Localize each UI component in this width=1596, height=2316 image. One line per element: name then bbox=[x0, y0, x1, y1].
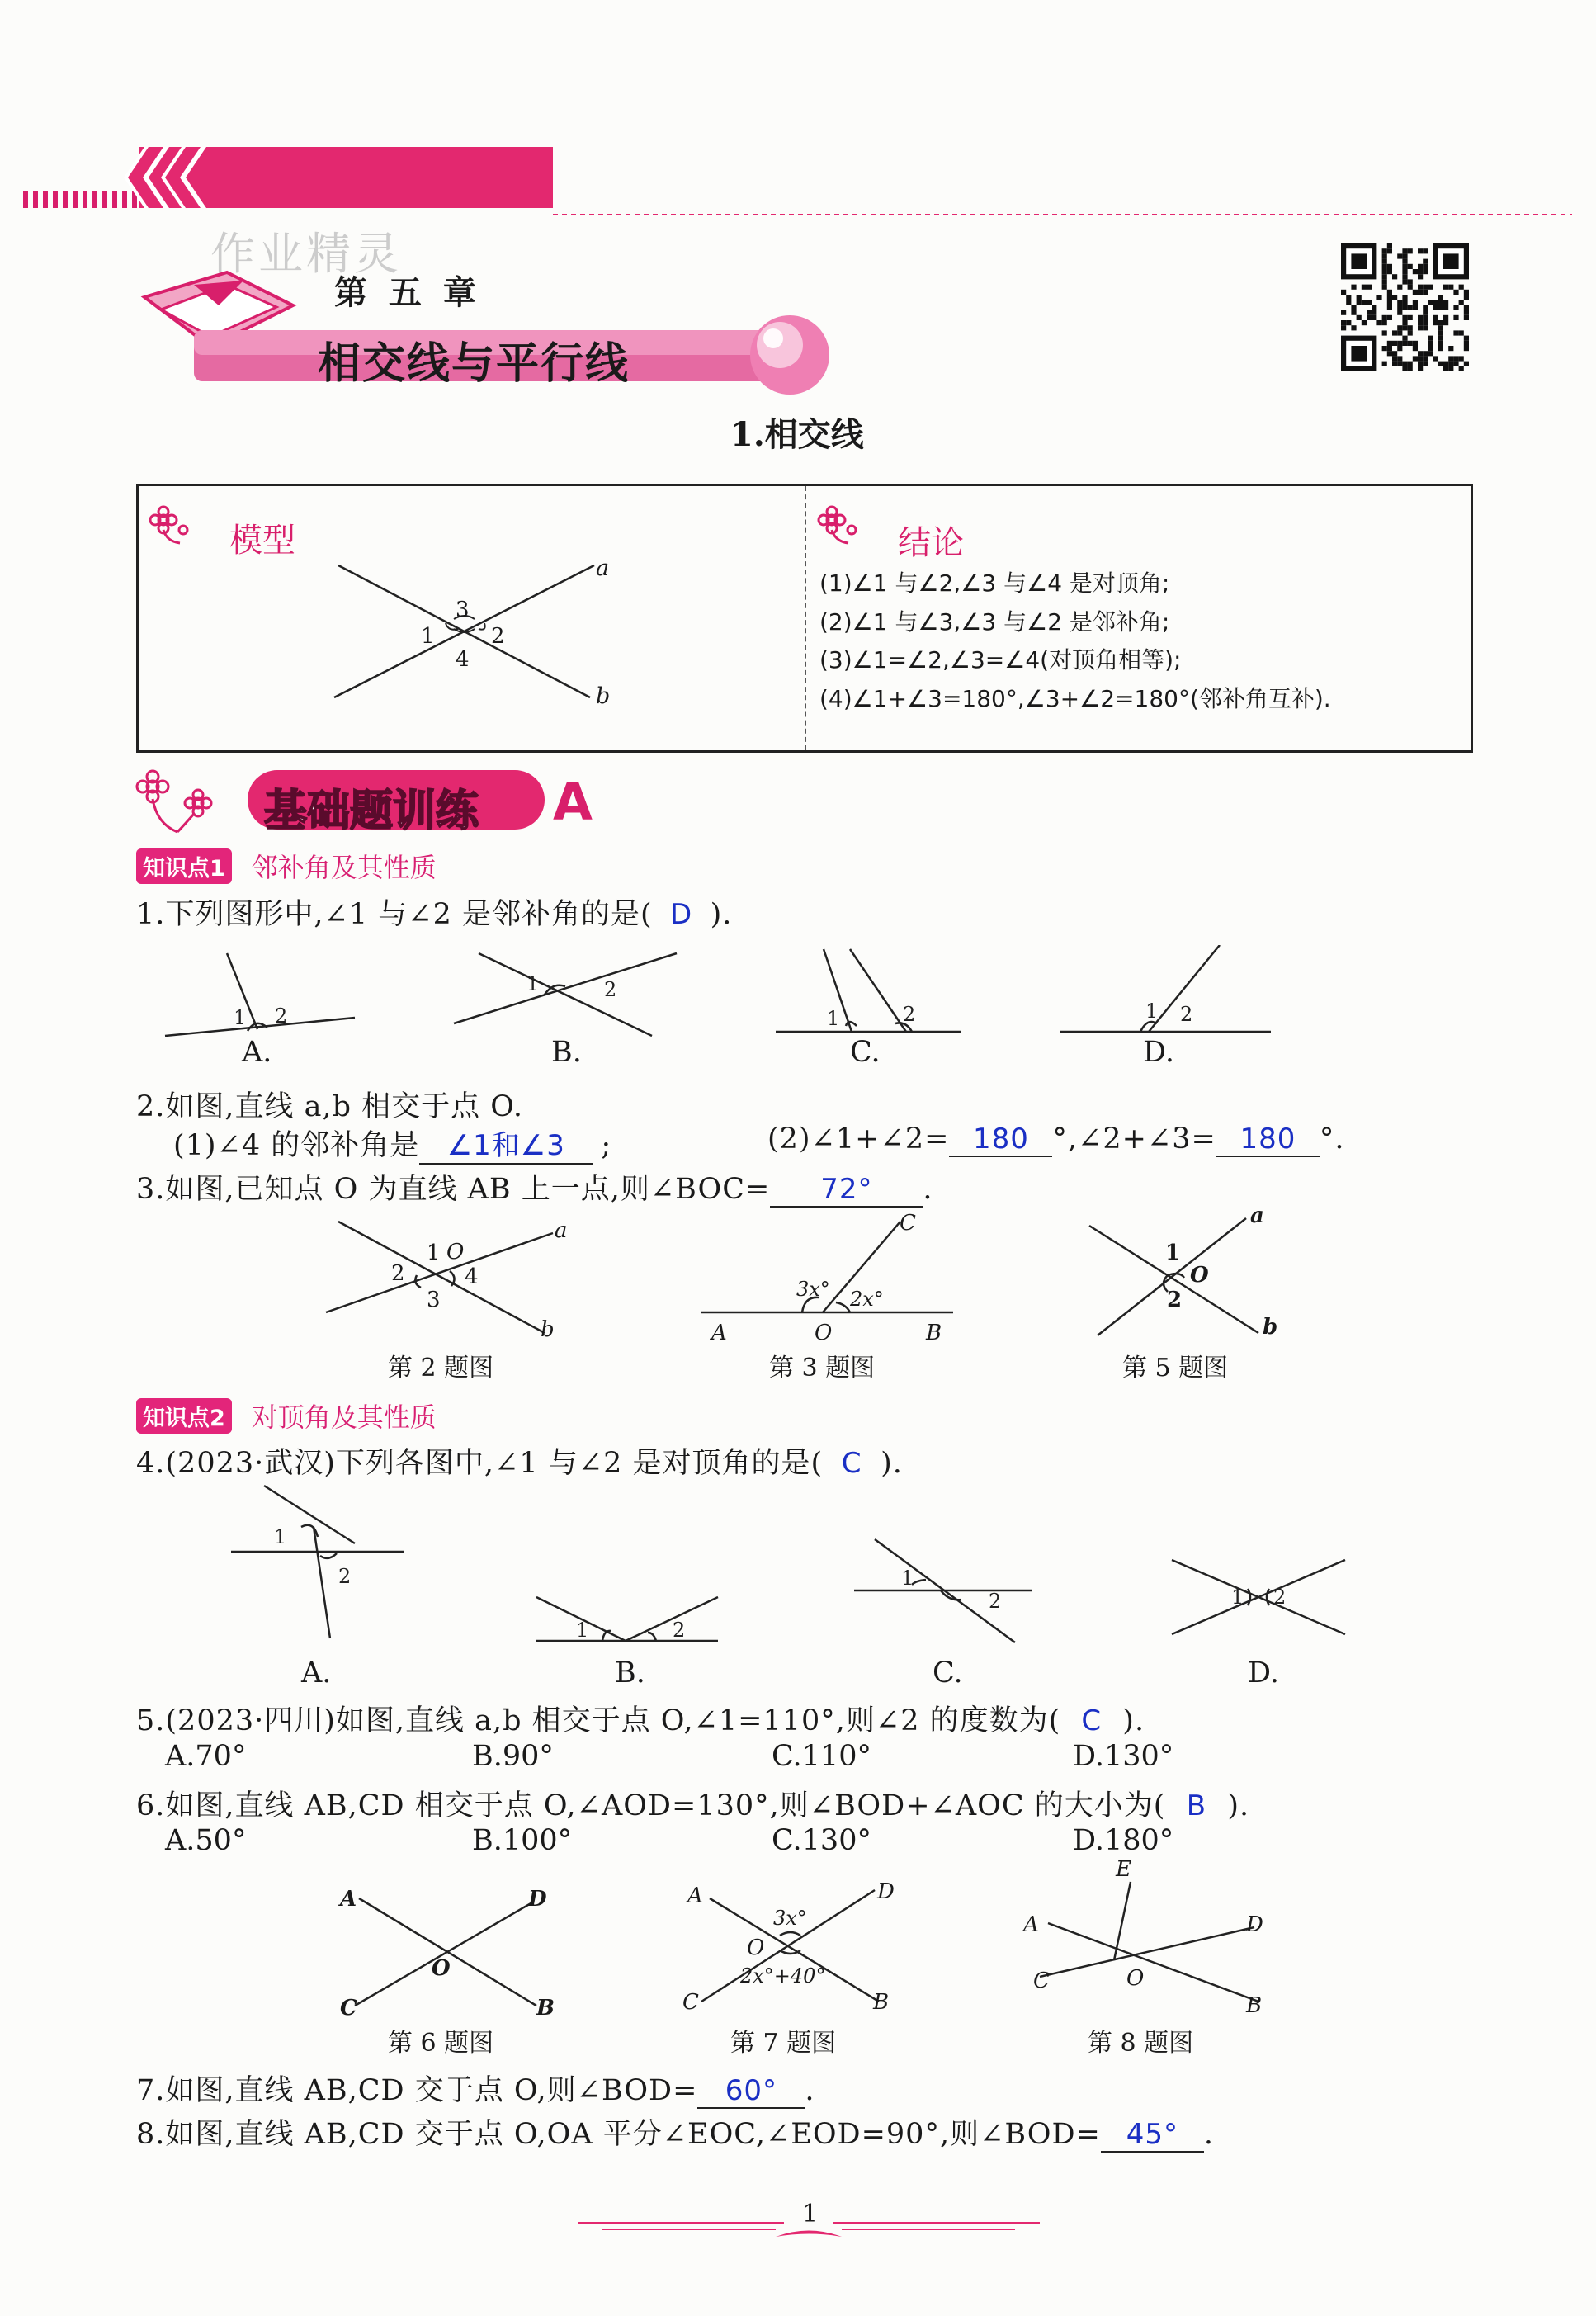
q5-option-d[interactable]: D.130° bbox=[1073, 1740, 1174, 1773]
kp1-title: 邻补角及其性质 bbox=[251, 852, 437, 883]
q4-text: 4.(2023·武汉)下列各图中,∠1 与∠2 是对顶角的是( bbox=[136, 1447, 824, 1480]
training-title: 基础题训练 bbox=[264, 787, 479, 836]
question-7 bbox=[136, 2068, 815, 2109]
svg-text:2: 2 bbox=[1180, 1003, 1193, 1026]
conclusion-2: (2)∠1 与∠3,∠3 与∠2 是邻补角; bbox=[819, 608, 1170, 636]
model-label-2: 2 bbox=[491, 624, 505, 649]
question-2: 2.如图,直线 a,b 相交于点 O. bbox=[136, 1090, 524, 1123]
q8-answer[interactable]: 45° bbox=[1101, 2118, 1204, 2153]
fig-caption-8: 第 8 题图 bbox=[1088, 2029, 1194, 2058]
f6-label-B: B bbox=[536, 1996, 555, 2021]
conclusion-title: 结论 bbox=[898, 524, 964, 562]
conclusion-1: (1)∠1 与∠2,∠3 与∠4 是对顶角; bbox=[819, 570, 1170, 597]
q7-suffix: . bbox=[805, 2074, 815, 2107]
flower-icon bbox=[817, 505, 866, 546]
fig-caption-7: 第 7 题图 bbox=[730, 2029, 837, 2058]
q1-text: 1.下列图形中,∠1 与∠2 是邻补角的是( bbox=[136, 898, 653, 931]
section-title: 1.相交线 bbox=[730, 415, 864, 454]
svg-text:1: 1 bbox=[827, 1007, 840, 1030]
f7-label-2x: 2x°+40° bbox=[740, 1964, 826, 1988]
f5-label-2: 2 bbox=[1167, 1288, 1183, 1312]
f3-label-A: A bbox=[711, 1321, 727, 1345]
q6-option-b[interactable]: B.100° bbox=[472, 1824, 573, 1857]
header-banner bbox=[0, 132, 1596, 215]
question-6 bbox=[136, 1783, 1249, 1824]
f8-label-C: C bbox=[1033, 1969, 1050, 1993]
q2-p2-answer-2[interactable]: 180 bbox=[1216, 1123, 1320, 1157]
q4-figures bbox=[223, 1477, 1362, 1651]
fig-caption-5: 第 5 题图 bbox=[1122, 1354, 1229, 1383]
svg-text:2: 2 bbox=[673, 1619, 686, 1642]
watermark: 作业精灵 bbox=[210, 228, 402, 280]
figures-row-2 bbox=[330, 1869, 1320, 2026]
conclusion-4: (4)∠1+∠3=180°,∠3+∠2=180°(邻补角互补). bbox=[819, 685, 1331, 712]
svg-text:2: 2 bbox=[989, 1590, 1002, 1613]
q6-answer: B bbox=[1186, 1789, 1207, 1822]
q7-answer[interactable]: 60° bbox=[697, 2074, 805, 2109]
question-2-part-1 bbox=[173, 1123, 611, 1165]
f6-label-O: O bbox=[432, 1956, 451, 1981]
fig-caption-6: 第 6 题图 bbox=[388, 2029, 494, 2058]
f6-label-C: C bbox=[340, 1996, 357, 2021]
q6-text: 6.如图,直线 AB,CD 相交于点 O,∠AOD=130°,则∠BOD+∠AOC 的大小为( bbox=[136, 1789, 1166, 1822]
q5-close: ). bbox=[1122, 1704, 1145, 1737]
kp2-title: 对顶角及其性质 bbox=[251, 1401, 437, 1433]
f2-label-1: 1 bbox=[427, 1241, 441, 1265]
question-3 bbox=[136, 1166, 933, 1208]
f8-label-B: B bbox=[1246, 1993, 1263, 2018]
f2-label-O: O bbox=[446, 1240, 465, 1264]
f7-label-C: C bbox=[682, 1990, 699, 2015]
model-label-a: a bbox=[596, 555, 610, 581]
f3-label-O: O bbox=[815, 1321, 833, 1345]
question-4 bbox=[136, 1440, 903, 1482]
model-title: 模型 bbox=[229, 522, 295, 560]
q5-option-b[interactable]: B.90° bbox=[472, 1740, 554, 1773]
f8-label-D: D bbox=[1246, 1912, 1263, 1937]
q1-option-d[interactable]: D. bbox=[1143, 1036, 1174, 1069]
q2-p1-prefix: (1)∠4 的邻补角是 bbox=[173, 1129, 420, 1162]
q1-close: ). bbox=[710, 898, 733, 931]
q4-option-d[interactable]: D. bbox=[1248, 1657, 1279, 1690]
conclusion-3: (3)∠1=∠2,∠3=∠4(对顶角相等); bbox=[819, 646, 1182, 674]
q4-option-c[interactable]: C. bbox=[933, 1657, 963, 1690]
chapter-label: 第 五 章 bbox=[334, 273, 481, 312]
model-figure bbox=[326, 553, 640, 710]
page-number: 1 bbox=[802, 2200, 819, 2229]
f7-label-B: B bbox=[873, 1990, 890, 2015]
q2-p1-answer[interactable]: ∠1和∠3 bbox=[419, 1123, 593, 1165]
svg-text:1: 1 bbox=[234, 1006, 247, 1029]
summary-divider bbox=[805, 486, 806, 750]
f5-label-1: 1 bbox=[1165, 1241, 1181, 1265]
q5-option-c[interactable]: C.110° bbox=[772, 1740, 871, 1773]
svg-text:1: 1 bbox=[576, 1619, 589, 1642]
q5-answer: C bbox=[1081, 1704, 1103, 1737]
f3-label-B: B bbox=[926, 1321, 942, 1345]
f2-label-4: 4 bbox=[465, 1264, 479, 1289]
f2-label-b: b bbox=[541, 1317, 555, 1342]
q3-answer[interactable]: 72° bbox=[770, 1173, 923, 1208]
figures-row-1 bbox=[318, 1213, 1391, 1354]
header-stripes bbox=[0, 132, 1596, 215]
knowledge-point-1 bbox=[136, 847, 437, 883]
f7-label-O: O bbox=[747, 1936, 765, 1960]
q4-option-b[interactable]: B. bbox=[615, 1657, 645, 1690]
f5-label-O: O bbox=[1190, 1263, 1209, 1288]
q8-suffix: . bbox=[1203, 2118, 1214, 2151]
f6-label-A: A bbox=[340, 1887, 357, 1912]
q2-p2-suffix: °. bbox=[1319, 1123, 1345, 1156]
svg-text:2: 2 bbox=[338, 1565, 352, 1588]
f8-label-O: O bbox=[1126, 1966, 1145, 1991]
q2-p2-answer-1[interactable]: 180 bbox=[949, 1123, 1052, 1157]
f7-label-D: D bbox=[877, 1879, 895, 1904]
q6-option-d[interactable]: D.180° bbox=[1073, 1824, 1174, 1857]
q5-option-a[interactable]: A.70° bbox=[165, 1740, 247, 1773]
f2-label-3: 3 bbox=[427, 1288, 441, 1312]
svg-text:1: 1 bbox=[1231, 1586, 1244, 1609]
q1-option-c[interactable]: C. bbox=[850, 1036, 881, 1069]
f5-label-b: b bbox=[1263, 1315, 1278, 1340]
svg-text:2: 2 bbox=[275, 1004, 288, 1028]
f8-label-E: E bbox=[1116, 1857, 1131, 1882]
question-5 bbox=[136, 1698, 1145, 1739]
q5-text: 5.(2023·四川)如图,直线 a,b 相交于点 O,∠1=110°,则∠2 的度数为( bbox=[136, 1704, 1061, 1737]
question-2-part-2 bbox=[767, 1123, 1345, 1157]
q3-text: 3.如图,已知点 O 为直线 AB 上一点,则∠BOC= bbox=[136, 1173, 771, 1206]
fig-caption-3: 第 3 题图 bbox=[769, 1354, 876, 1383]
model-label-3: 3 bbox=[456, 598, 470, 622]
fig-caption-2: 第 2 题图 bbox=[388, 1354, 494, 1383]
svg-text:2: 2 bbox=[1273, 1586, 1287, 1609]
f5-label-a: a bbox=[1250, 1203, 1264, 1228]
flowers-icon bbox=[132, 766, 248, 840]
q7-text: 7.如图,直线 AB,CD 交于点 O,则∠BOD= bbox=[136, 2074, 698, 2107]
svg-text:1: 1 bbox=[274, 1525, 287, 1548]
svg-text:2: 2 bbox=[604, 978, 617, 1001]
f3-label-2x: 2x° bbox=[850, 1288, 884, 1311]
q1-option-b[interactable]: B. bbox=[551, 1036, 582, 1069]
kp1-tag: 知识点1 bbox=[136, 848, 232, 884]
q6-option-a[interactable]: A.50° bbox=[165, 1824, 247, 1857]
flower-icon bbox=[149, 505, 198, 546]
q4-answer: C bbox=[841, 1447, 862, 1480]
svg-text:1: 1 bbox=[1145, 1000, 1159, 1023]
f2-label-a: a bbox=[555, 1218, 568, 1243]
q2-p1-suffix: ; bbox=[601, 1129, 612, 1162]
q1-figures bbox=[157, 945, 1296, 1052]
model-label-4: 4 bbox=[456, 647, 470, 672]
training-level: A bbox=[553, 772, 593, 832]
model-label-1: 1 bbox=[421, 624, 435, 649]
q6-close: ). bbox=[1227, 1789, 1250, 1822]
q4-option-a[interactable]: A. bbox=[301, 1657, 332, 1690]
model-label-b: b bbox=[596, 683, 611, 709]
q2-p2-prefix: (2)∠1+∠2= bbox=[767, 1123, 950, 1156]
qr-code bbox=[1341, 243, 1477, 376]
f7-label-3x: 3x° bbox=[773, 1907, 807, 1930]
q1-option-a[interactable]: A. bbox=[242, 1036, 272, 1069]
q2-p2-mid: °,∠2+∠3= bbox=[1052, 1123, 1216, 1156]
f6-label-D: D bbox=[528, 1887, 547, 1912]
question-8 bbox=[136, 2111, 1214, 2153]
f3-label-3x: 3x° bbox=[796, 1278, 830, 1301]
svg-text:2: 2 bbox=[903, 1003, 916, 1026]
f7-label-A: A bbox=[687, 1884, 703, 1908]
q8-text: 8.如图,直线 AB,CD 交于点 O,OA 平分∠EOC,∠EOD=90°,则∠BOD= bbox=[136, 2118, 1101, 2151]
q6-option-c[interactable]: C.130° bbox=[772, 1824, 871, 1857]
f3-label-C: C bbox=[900, 1211, 916, 1236]
q3-suffix: . bbox=[923, 1173, 933, 1206]
kp2-tag: 知识点2 bbox=[136, 1398, 232, 1434]
svg-text:1: 1 bbox=[526, 972, 540, 995]
q1-answer: D bbox=[670, 898, 693, 931]
q4-close: ). bbox=[881, 1447, 903, 1480]
f2-label-2: 2 bbox=[391, 1261, 405, 1286]
chapter-title: 相交线与平行线 bbox=[318, 338, 630, 389]
svg-text:1: 1 bbox=[901, 1567, 914, 1590]
knowledge-point-2 bbox=[136, 1397, 437, 1433]
question-1 bbox=[136, 891, 732, 933]
f8-label-A: A bbox=[1023, 1912, 1039, 1937]
